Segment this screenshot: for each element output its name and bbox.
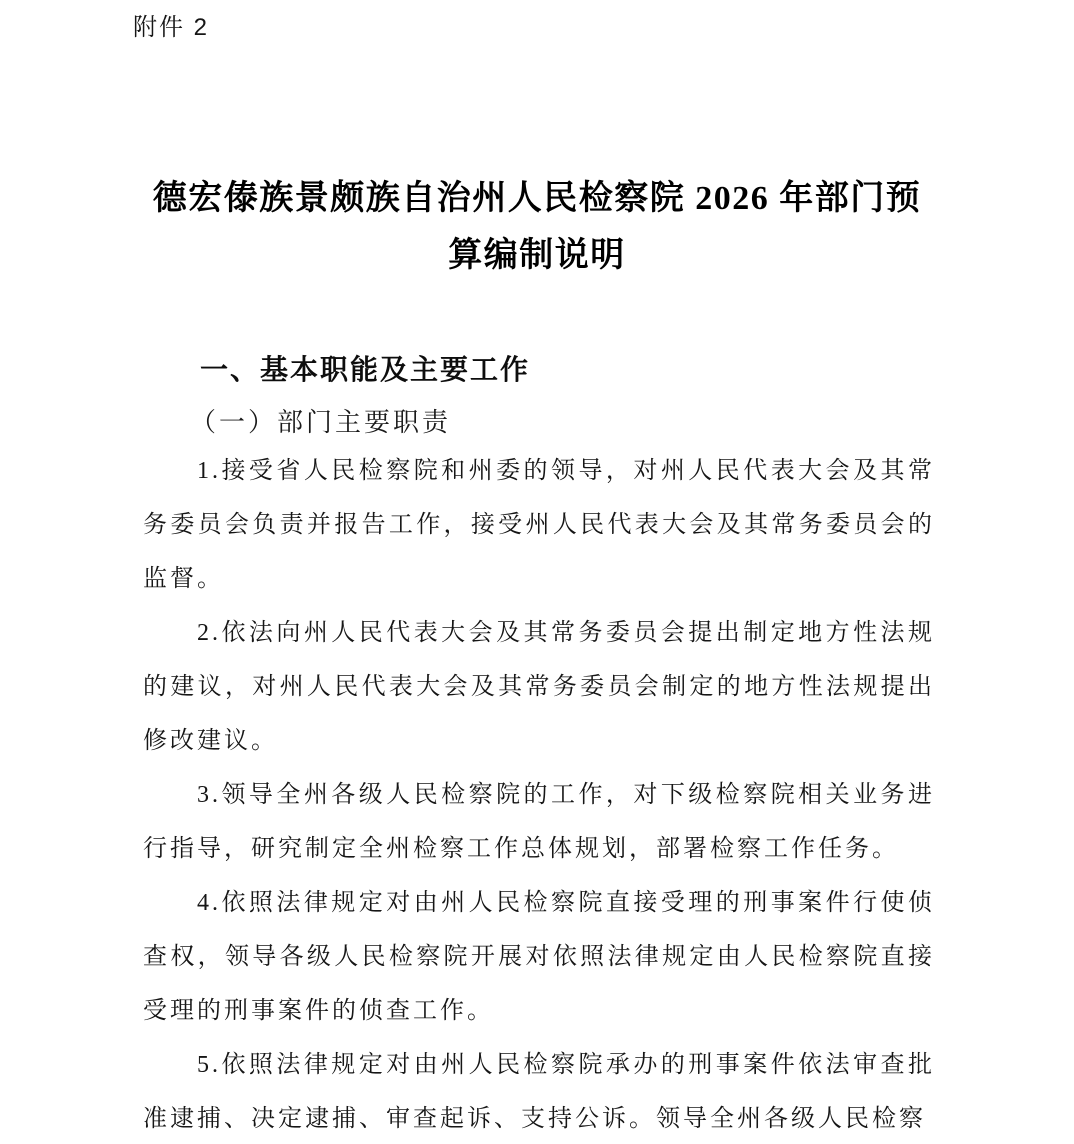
paragraph: 5.依照法律规定对由州人民检察院承办的刑事案件依法审查批准逮捕、决定逮捕、审查起诉、支持公诉。领导全州各级人民检察 — [143, 1052, 935, 1132]
body-paragraphs — [143, 444, 935, 1144]
document-title: 德宏傣族景颇族自治州人民检察院 2026 年部门预算编制说明 — [152, 180, 922, 274]
section-heading: 一、基本职能及主要工作 — [200, 354, 531, 385]
paragraph: 3.领导全州各级人民检察院的工作，对下级检察院相关业务进行指导，研究制定全州检察工作总体规划，部署检察工作任务。 — [143, 782, 935, 862]
attachment-label: 附件 2 — [133, 14, 210, 41]
paragraph: 1.接受省人民检察院和州委的领导，对州人民代表大会及其常务委员会负责并报告工作，接受州人民代表大会及其常务委员会的监督。 — [143, 458, 935, 592]
paragraph: 2.依法向州人民代表大会及其常务委员会提出制定地方性法规的建议，对州人民代表大会及其常务委员会制定的地方性法规提出修改建议。 — [143, 620, 935, 754]
subsection-heading: （一）部门主要职责 — [190, 408, 452, 437]
paragraph: 4.依照法律规定对由州人民检察院直接受理的刑事案件行使侦查权，领导各级人民检察院开展对依照法律规定由人民检察院直接受理的刑事案件的侦查工作。 — [143, 890, 935, 1024]
